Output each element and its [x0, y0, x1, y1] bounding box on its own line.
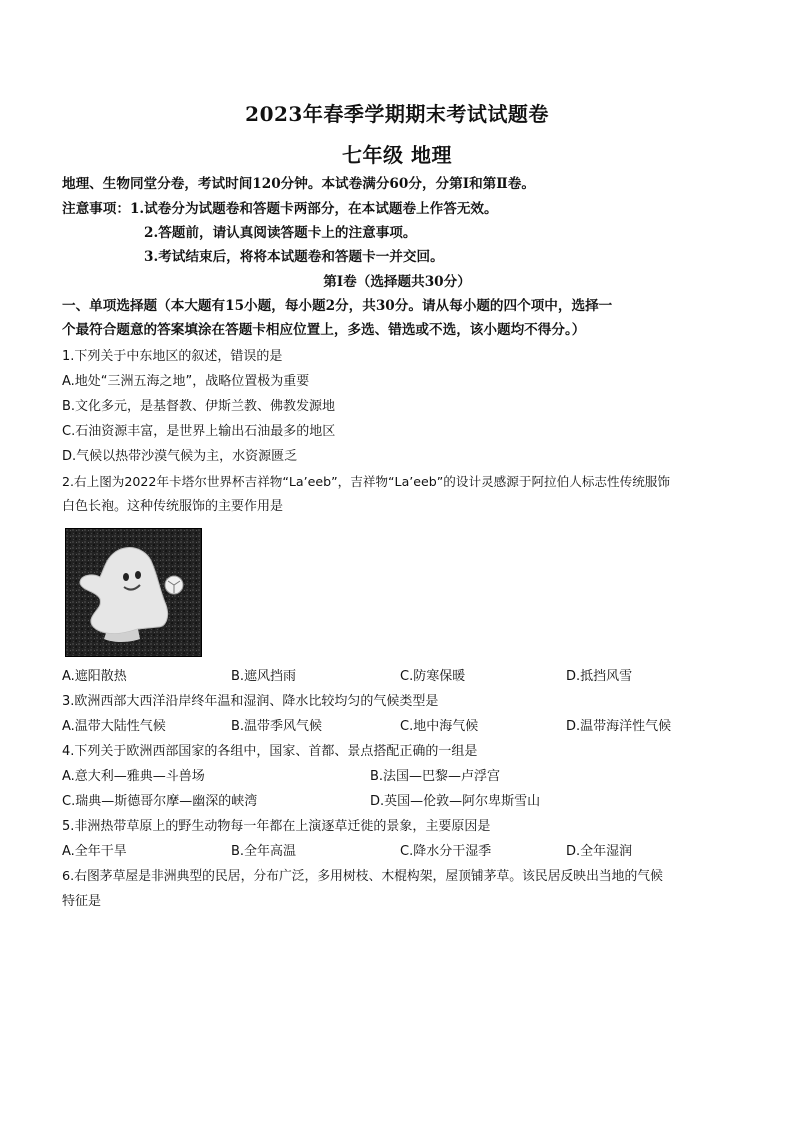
note-item-3: 3.考试结束后，将将本试题卷和答题卡一并交回。 — [144, 249, 444, 265]
q3-option-c: C.地中海气候 — [400, 719, 479, 734]
notes-label: 注意事项： — [62, 201, 130, 217]
notes-line-1 — [62, 200, 754, 218]
q1-option-c: C.石油资源丰富，是世界上输出石油最多的地区 — [62, 424, 336, 439]
section-instruction-line2: 个最符合题意的答案填涂在答题卡相应位置上，多选、错选或不选，该小题均不得分。） — [62, 322, 586, 338]
q5-option-b: B.全年高温 — [231, 844, 297, 859]
q5-option-d: D.全年湿润 — [566, 844, 633, 859]
q4-option-d: D.英国—伦敦—阿尔卑斯雪山 — [370, 794, 541, 809]
q2-option-d: D.抵挡风雪 — [566, 669, 633, 684]
q1-option-b: B.文化多元，是基督教、伊斯兰教、佛教发源地 — [62, 399, 336, 414]
q1-stem: 1.下列关于中东地区的叙述，错误的是 — [62, 349, 283, 364]
section-instruction-line1: 一、单项选择题（本大题有15小题，每小题2分，共30分。请从每小题的四个项中，选择一 — [62, 298, 613, 314]
q3-stem: 3.欧洲西部大西洋沿岸终年温和湿润、降水比较均匀的气候类型是 — [62, 694, 439, 709]
q5-option-c: C.降水分干湿季 — [400, 844, 492, 859]
note-item-2: 2.答题前，请认真阅读答题卡上的注意事项。 — [144, 225, 417, 241]
q1-option-a: A.地处“三洲五海之地”，战略位置极为重要 — [62, 374, 310, 389]
q5-stem: 5.非洲热带草原上的野生动物每一年都在上演逐草迁徙的景象，主要原因是 — [62, 819, 491, 834]
q3-option-d: D.温带海洋性气候 — [566, 719, 672, 734]
q4-option-c: C.瑞典—斯德哥尔摩—幽深的峡湾 — [62, 794, 258, 809]
exam-intro: 地理、生物同堂分卷，考试时间120分钟。本试卷满分60分，分第Ⅰ和第Ⅱ卷。 — [62, 176, 535, 192]
exam-title: 2023年春季学期期末考试试题卷 — [245, 102, 549, 126]
q4-stem: 4.下列关于欧洲西部国家的各组中，国家、首都、景点搭配正确的一组是 — [62, 744, 478, 759]
q6-stem-line1: 6.右图茅草屋是非洲典型的民居，分布广泛，多用树枝、木棍构架，屋顶铺茅草。该民居反映出当地的气候 — [62, 869, 663, 884]
q2-stem-line2: 白色长袍。这种传统服饰的主要作用是 — [62, 499, 284, 514]
exam-subtitle: 七年级 地理 — [342, 143, 452, 167]
q2-option-b: B.遮风挡雨 — [231, 669, 297, 684]
mascot-photo — [65, 528, 202, 657]
part1-title: 第Ⅰ卷（选择题共30分） — [323, 274, 471, 290]
q2-option-a: A.遮阳散热 — [62, 669, 127, 684]
q6-stem-line2: 特征是 — [62, 894, 102, 909]
q2-option-c: C.防寒保暖 — [400, 669, 466, 684]
q1-option-d: D.气候以热带沙漠气候为主，水资源匮乏 — [62, 449, 298, 464]
q3-option-b: B.温带季风气候 — [231, 719, 323, 734]
q4-option-a: A.意大利—雅典—斗兽场 — [62, 769, 205, 784]
q2-stem-line1: 2.右上图为2022年卡塔尔世界杯吉祥物“La’eeb”，吉祥物“La’eeb”的设计灵感源于阿拉伯人标志性传统服饰 — [62, 474, 670, 489]
q5-option-a: A.全年干旱 — [62, 844, 127, 859]
q3-option-a: A.温带大陆性气候 — [62, 719, 166, 734]
note-item-1: 1.试卷分为试题卷和答题卡两部分，在本试题卷上作答无效。 — [129, 201, 498, 217]
q4-option-b: B.法国—巴黎—卢浮宫 — [370, 769, 501, 784]
